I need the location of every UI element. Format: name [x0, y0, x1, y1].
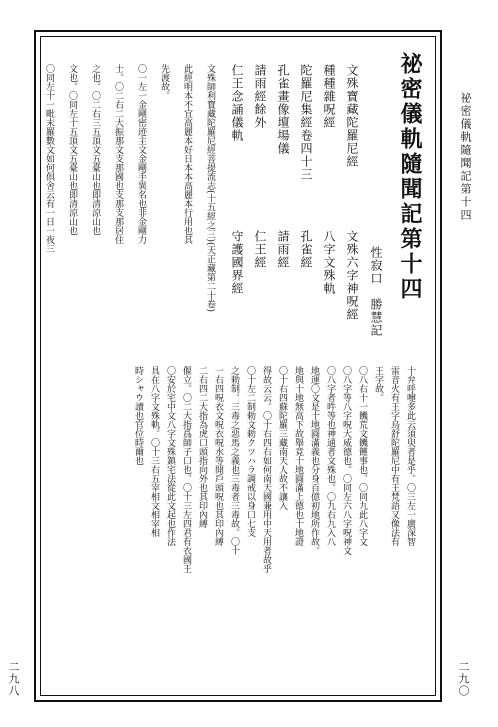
text-column: 雷音火有王字烏舒陀羅尼中有王梵語又像法有 [389, 366, 399, 546]
text-column: 〇安於宅中文八字文殊鎮宅法從此文起也作法 [165, 366, 175, 546]
page-title: 祕密儀軌隨聞記第十四 [397, 52, 423, 302]
text-column: 〇同左十一毗末羅數文如何俱舍云有一日一夜三 [44, 64, 54, 253]
text-column: 〇十左二制勅文勅クツハラ調戒以身口七支 [245, 366, 255, 537]
margin-title: 祕密儀軌隨聞記第十四 [459, 92, 472, 222]
text-column: 〇一左一金剛密迹主文金剛手異名也非金剛力 [136, 64, 146, 244]
text-column: 〇十右四蘇陀羅三藏南天人故不讓入 [277, 366, 287, 510]
text-column: 時シャウ讀也官位時爾也 [133, 366, 143, 465]
toc-item: 請雨經餘外 [253, 64, 267, 129]
text-column: 二右四二大指為虎口頭指向外也其印內縛 [197, 366, 207, 528]
text-column: 〇八右十一饑荒文饑饉事也。〇同九此八字文 [357, 366, 367, 546]
text-column: 之也。〇二右三五頂文五臺山也即清涼山也 [90, 64, 100, 235]
author-line: 性寂口 勝慧記 [369, 246, 383, 337]
text-column: 地運〇文是十地圓滿義也分身百億初地所作故。 [309, 366, 319, 555]
toc-item: 孔雀經 [299, 230, 313, 269]
text-column: 十弁呼嚏多此云須臾者是乎。〇三左一廣深智 [405, 366, 415, 546]
text-column: 具在八字文殊軌。〇十三右五宰相文相宰相 [149, 366, 159, 537]
page-number-left: 二九八 [7, 661, 20, 697]
toc-item: 八字文殊軌 [322, 230, 336, 295]
text-column: 士。〇二右二大振那文支那國也支那支那居住 [113, 64, 123, 244]
toc-item: 仁王經 [253, 230, 267, 269]
text-column: 之勅制。三毒之惡馬之義也三毒者三毒故。〇十 [229, 366, 239, 555]
toc-item: 文殊寶藏陀羅尼經 [345, 64, 359, 168]
text-column: 得故云云。〇十右四右如何南天國兼用中天用者故乎 [261, 366, 271, 573]
text-column: 先渡故。 [159, 64, 169, 100]
text-column: 偃立。〇二大指爲師子口也。〇十三左四君有衣國王 [181, 366, 191, 573]
toc-item: 守護國界經 [230, 230, 244, 295]
text-column: 此經明本不宜高麗本好日本本高麗本行用也其 [182, 64, 192, 244]
text-column: 一右四呪衣文呪衣呪水等開戶頭呪也其印內縛 [213, 366, 223, 546]
toc-item: 仁王念誦儀軌 [230, 64, 244, 142]
text-column: 地與十地無高下故舉竟十地圓滿上德也十地證 [293, 366, 303, 546]
text-column: 〇八字者吽等也神通者文殊也。〇九右九入八 [325, 366, 335, 546]
text-column: 王字故。 [373, 366, 383, 402]
toc-item: 陀羅尼集經卷四十三 [299, 64, 313, 181]
text-column: 〇八字等八字呪大威德也。〇同左六八字呪神文 [341, 366, 351, 555]
text-column: 文也。〇同左十五頂文五臺山也即清涼山也 [67, 64, 77, 235]
text-column: 文殊師利寶藏陀羅尼經菩提流志(十五經之三)(天正藏第二十卷) [205, 64, 215, 313]
toc-item: 請雨經 [276, 230, 290, 269]
toc-item: 種種雜呪經 [322, 64, 336, 129]
toc-item: 文殊六字神呪經 [345, 230, 359, 321]
toc-item: 孔雀畫像壇場儀 [276, 64, 290, 155]
page-number-right: 二九〇 [457, 661, 470, 697]
